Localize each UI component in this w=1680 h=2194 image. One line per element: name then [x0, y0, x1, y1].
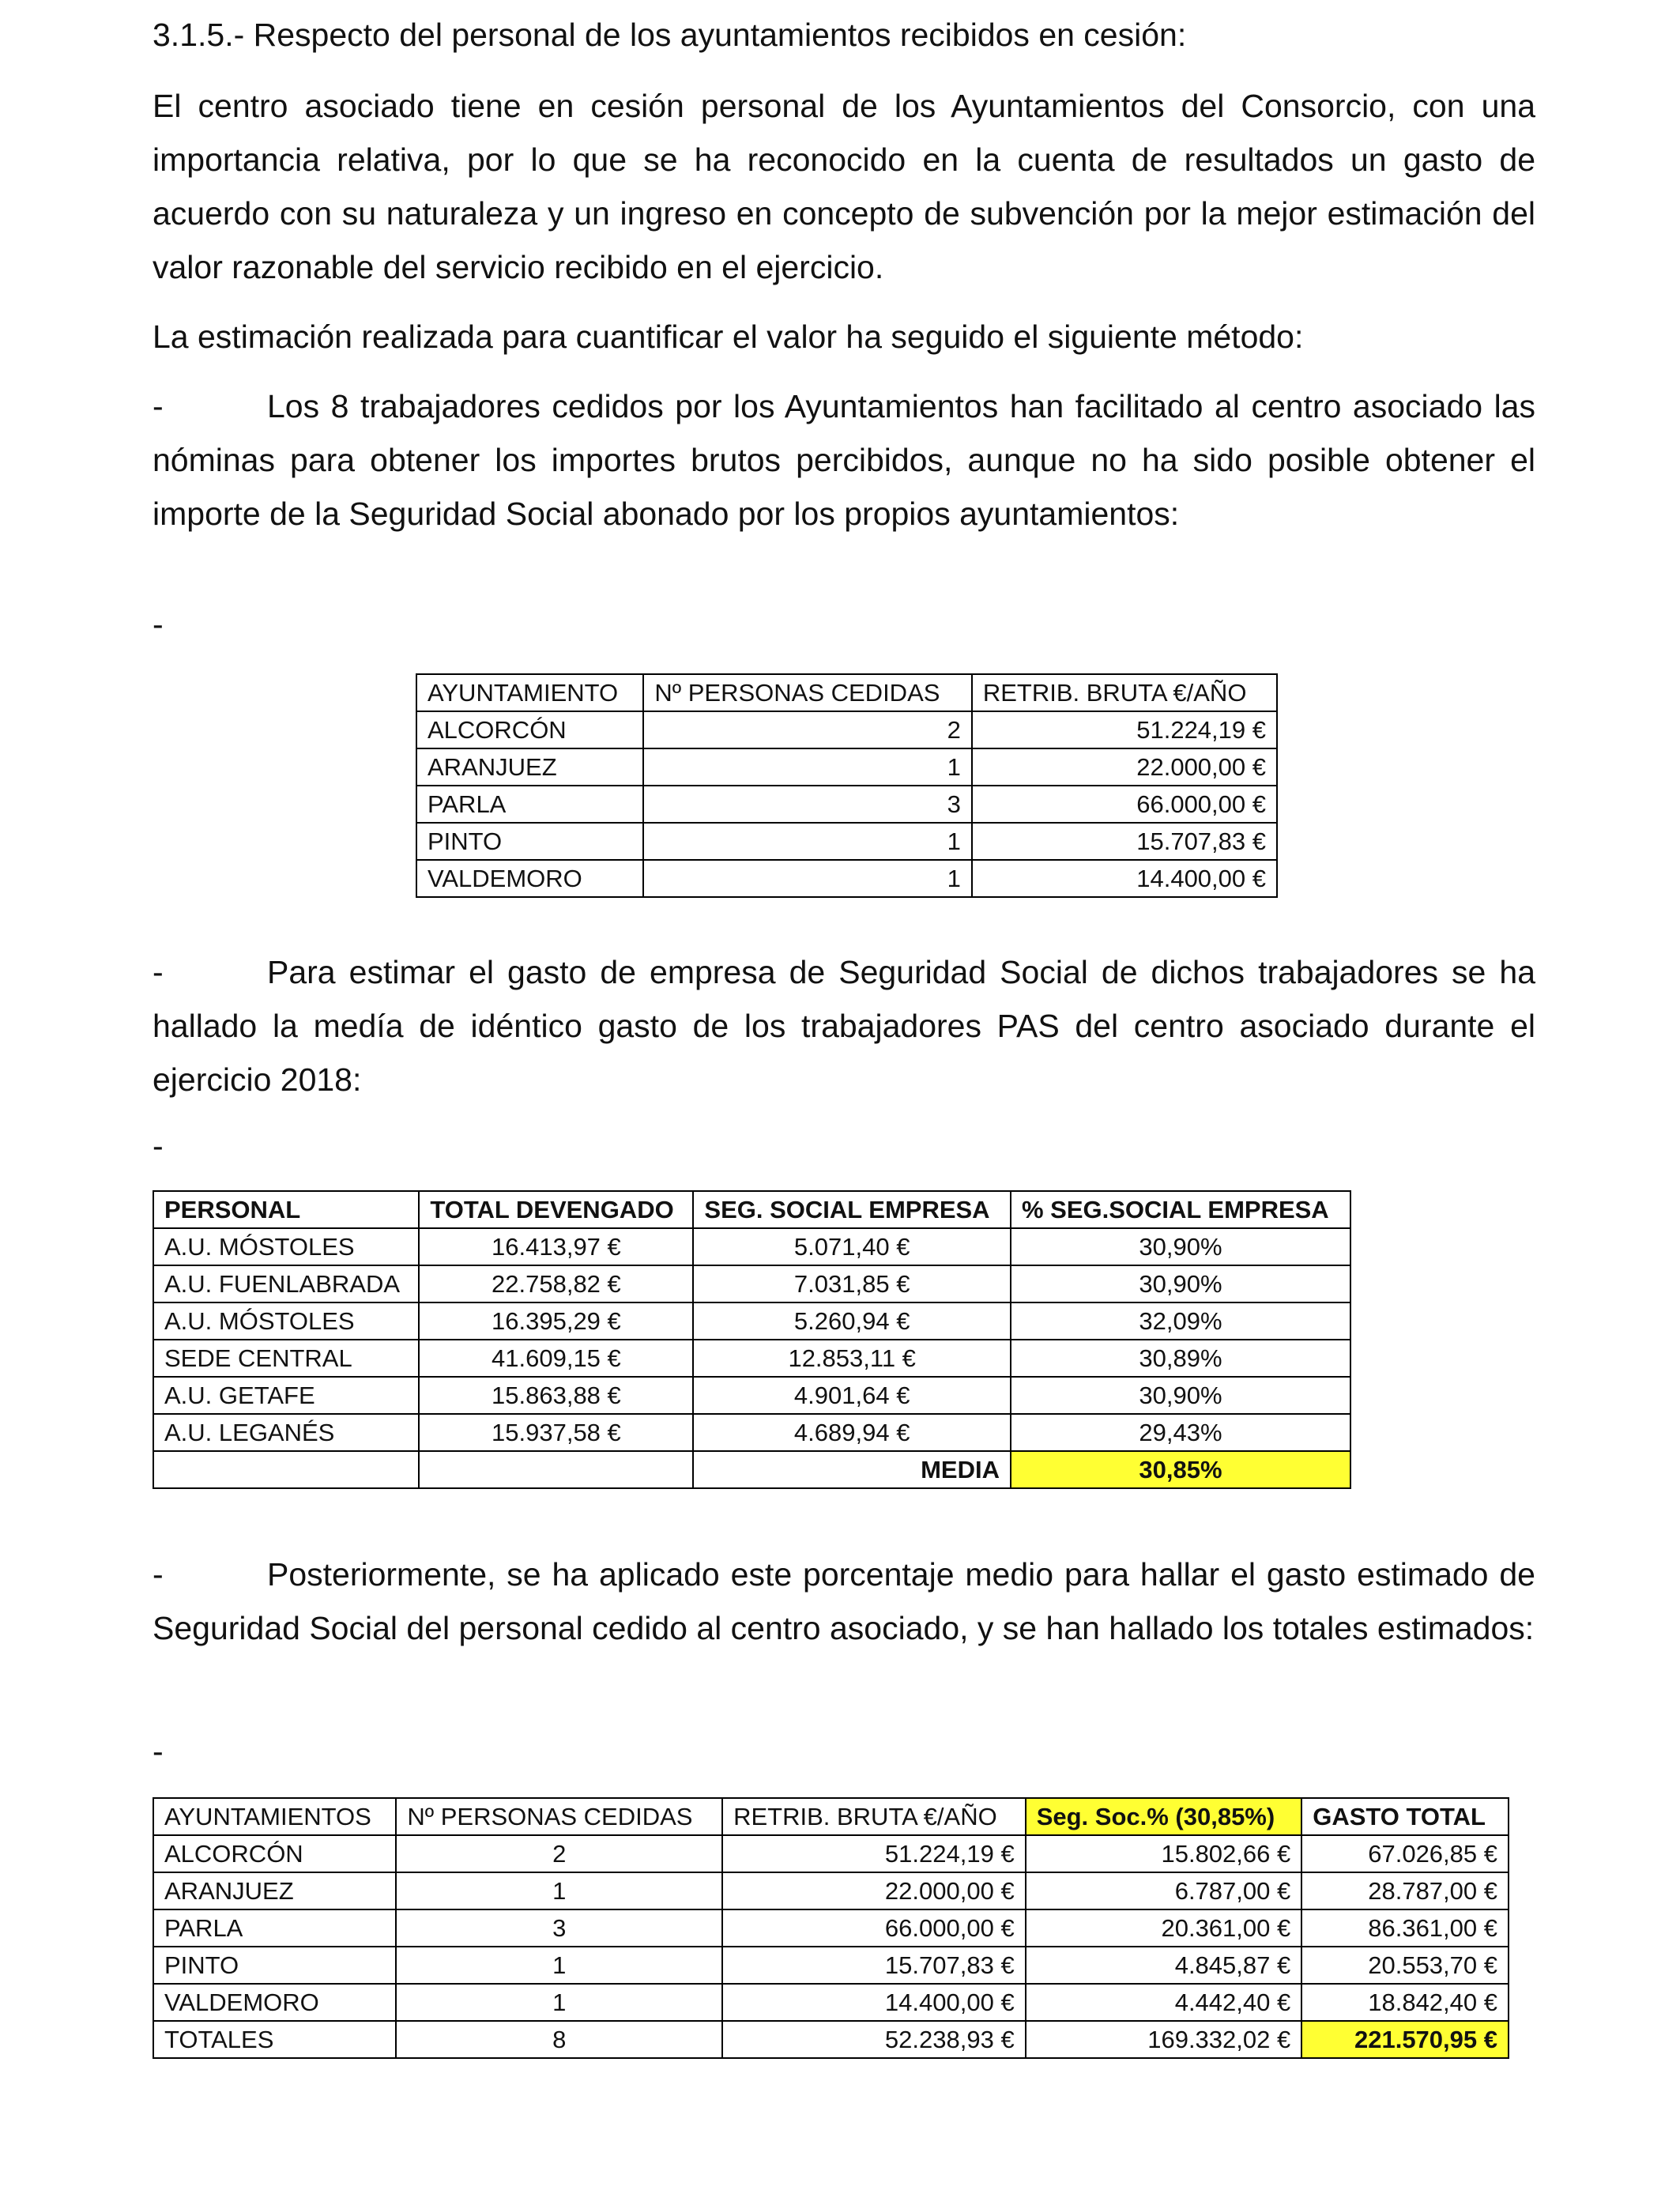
table-cell: 30,89% — [1011, 1340, 1350, 1377]
column-header: GASTO TOTAL — [1301, 1798, 1509, 1835]
table-cell: 12.853,11 € — [693, 1340, 1011, 1377]
table-header-row — [153, 1798, 1509, 1835]
table-cell: 86.361,00 € — [1301, 1909, 1509, 1947]
table-row — [153, 1228, 1350, 1265]
table-gasto-total-estimado — [153, 1797, 1509, 2059]
table-cell: 66.000,00 € — [722, 1909, 1026, 1947]
table-cell: A.U. LEGANÉS — [153, 1414, 419, 1451]
table-row — [153, 1414, 1350, 1451]
table-cell: 52.238,93 € — [722, 2021, 1026, 2058]
table-cell: A.U. FUENLABRADA — [153, 1265, 419, 1302]
table-cell: 15.863,88 € — [419, 1377, 693, 1414]
media-label: MEDIA — [693, 1451, 1011, 1488]
bullet-dash: - — [153, 1556, 164, 1593]
empty-bullet-dash: - — [153, 1128, 164, 1164]
table-row — [153, 1302, 1350, 1340]
table-cell: 5.260,94 € — [693, 1302, 1011, 1340]
bullet-item-2 — [153, 945, 1535, 1106]
table-cell: PARLA — [153, 1909, 396, 1947]
table-row — [153, 1265, 1350, 1302]
table-cell: 20.553,70 € — [1301, 1947, 1509, 1984]
table-cell: 15.802,66 € — [1026, 1835, 1302, 1872]
bullet-dash: - — [153, 388, 164, 424]
table-cell: 15.937,58 € — [419, 1414, 693, 1451]
table-row — [416, 711, 1277, 748]
table-cell: ARANJUEZ — [416, 748, 643, 786]
table-cell: 41.609,15 € — [419, 1340, 693, 1377]
section-heading: 3.1.5.- Respecto del personal de los ayuntamientos recibidos en cesión: — [153, 17, 1187, 53]
bullet-item-1 — [153, 379, 1535, 541]
media-value: 30,85% — [1011, 1451, 1350, 1488]
column-header: AYUNTAMIENTO — [416, 674, 643, 711]
table-cell: 14.400,00 € — [972, 860, 1277, 897]
table-cell: 3 — [396, 1909, 722, 1947]
column-header: RETRIB. BRUTA €/AÑO — [972, 674, 1277, 711]
column-header: RETRIB. BRUTA €/AÑO — [722, 1798, 1026, 1835]
table-row — [153, 1377, 1350, 1414]
table-cell: 29,43% — [1011, 1414, 1350, 1451]
table-cell: 1 — [396, 1872, 722, 1909]
table-cell: 15.707,83 € — [972, 823, 1277, 860]
table-row-totals — [153, 2021, 1509, 2058]
table-cell: 2 — [643, 711, 971, 748]
paragraph-method: La estimación realizada para cuantificar el valor ha seguido el siguiente método: — [153, 319, 1304, 355]
bullet-item-3 — [153, 1547, 1535, 1655]
table-cell: 6.787,00 € — [1026, 1872, 1302, 1909]
table-cell: 18.842,40 € — [1301, 1984, 1509, 2021]
table-cell: 22.000,00 € — [722, 1872, 1026, 1909]
table-cell: 4.442,40 € — [1026, 1984, 1302, 2021]
empty-bullet-dash: - — [153, 606, 164, 643]
table-ayuntamientos-cedidos — [416, 673, 1278, 898]
table-cell: 20.361,00 € — [1026, 1909, 1302, 1947]
table-row-media — [153, 1451, 1350, 1488]
table-seguridad-social-pas — [153, 1190, 1351, 1489]
table-row — [153, 1835, 1509, 1872]
table-row — [153, 1947, 1509, 1984]
table-row — [416, 786, 1277, 823]
table-cell: 4.901,64 € — [693, 1377, 1011, 1414]
column-header-highlighted: Seg. Soc.% (30,85%) — [1026, 1798, 1302, 1835]
table-cell: 1 — [643, 860, 971, 897]
table-cell: 67.026,85 € — [1301, 1835, 1509, 1872]
table-cell: SEDE CENTRAL — [153, 1340, 419, 1377]
bullet-text-2: Para estimar el gasto de empresa de Seguridad Social de dichos trabajadores se ha hallado la medía de idéntico gasto de los trabajadores PAS del centro asociado durante el ejercicio 2018: — [153, 954, 1535, 1098]
table-cell: 7.031,85 € — [693, 1265, 1011, 1302]
table-cell: 15.707,83 € — [722, 1947, 1026, 1984]
table-cell: 4.845,87 € — [1026, 1947, 1302, 1984]
paragraph-intro: El centro asociado tiene en cesión personal de los Ayuntamientos del Consorcio, con una importancia relativa, por lo que se ha reconocido en la cuenta de resultados un gasto de acuerdo con su naturaleza y un ingreso en concepto de subvención por la mejor estimación del valor razonable del servicio recibido en el ejercicio. — [153, 88, 1535, 285]
table-row — [153, 1984, 1509, 2021]
column-header: SEG. SOCIAL EMPRESA — [693, 1191, 1011, 1228]
table-row — [416, 860, 1277, 897]
table-row — [416, 748, 1277, 786]
table-cell: 51.224,19 € — [972, 711, 1277, 748]
bullet-text-3: Posteriormente, se ha aplicado este porcentaje medio para hallar el gasto estimado de Seguridad Social del personal cedido al centro asociado, y se han hallado los totales estimados: — [153, 1556, 1535, 1646]
table-cell: 16.413,97 € — [419, 1228, 693, 1265]
table-cell: A.U. GETAFE — [153, 1377, 419, 1414]
table-cell-empty — [153, 1451, 419, 1488]
table-cell: ARANJUEZ — [153, 1872, 396, 1909]
column-header: PERSONAL — [153, 1191, 419, 1228]
table-header-row — [416, 674, 1277, 711]
table-cell: 8 — [396, 2021, 722, 2058]
table-cell: 1 — [396, 1984, 722, 2021]
column-header: AYUNTAMIENTOS — [153, 1798, 396, 1835]
table-cell: ALCORCÓN — [153, 1835, 396, 1872]
table-cell: TOTALES — [153, 2021, 396, 2058]
table-cell: 30,90% — [1011, 1265, 1350, 1302]
table-cell: ALCORCÓN — [416, 711, 643, 748]
table-cell: 16.395,29 € — [419, 1302, 693, 1340]
table-cell: 5.071,40 € — [693, 1228, 1011, 1265]
table-cell: 51.224,19 € — [722, 1835, 1026, 1872]
bullet-text-1: Los 8 trabajadores cedidos por los Ayuntamientos han facilitado al centro asociado las nóminas para obtener los importes brutos percibidos, aunque no ha sido posible obtener el importe de la Seguridad Social abonado por los propios ayuntamientos: — [153, 388, 1535, 532]
column-header: Nº PERSONAS CEDIDAS — [396, 1798, 722, 1835]
table-cell: 1 — [643, 748, 971, 786]
table-cell: 169.332,02 € — [1026, 2021, 1302, 2058]
table-cell: 1 — [643, 823, 971, 860]
empty-bullet-dash: - — [153, 1733, 164, 1770]
table-cell: 22.000,00 € — [972, 748, 1277, 786]
table-cell: 30,90% — [1011, 1377, 1350, 1414]
table-cell: 4.689,94 € — [693, 1414, 1011, 1451]
table-row — [153, 1909, 1509, 1947]
table-cell: VALDEMORO — [416, 860, 643, 897]
table-cell: 28.787,00 € — [1301, 1872, 1509, 1909]
column-header: % SEG.SOCIAL EMPRESA — [1011, 1191, 1350, 1228]
column-header: Nº PERSONAS CEDIDAS — [643, 674, 971, 711]
table-cell: 2 — [396, 1835, 722, 1872]
table-cell: PINTO — [416, 823, 643, 860]
table-row — [153, 1340, 1350, 1377]
table-cell: A.U. MÓSTOLES — [153, 1228, 419, 1265]
table-row — [416, 823, 1277, 860]
table-cell: 1 — [396, 1947, 722, 1984]
grand-total-value: 221.570,95 € — [1301, 2021, 1509, 2058]
table-cell: 30,90% — [1011, 1228, 1350, 1265]
table-cell: PARLA — [416, 786, 643, 823]
table-cell: 32,09% — [1011, 1302, 1350, 1340]
table-cell: VALDEMORO — [153, 1984, 396, 2021]
table-cell: 14.400,00 € — [722, 1984, 1026, 2021]
table-cell: 3 — [643, 786, 971, 823]
table-cell: A.U. MÓSTOLES — [153, 1302, 419, 1340]
table-cell-empty — [419, 1451, 693, 1488]
table-header-row — [153, 1191, 1350, 1228]
table-cell: 22.758,82 € — [419, 1265, 693, 1302]
column-header: TOTAL DEVENGADO — [419, 1191, 693, 1228]
table-cell: 66.000,00 € — [972, 786, 1277, 823]
table-cell: PINTO — [153, 1947, 396, 1984]
table-row — [153, 1872, 1509, 1909]
bullet-dash: - — [153, 954, 164, 990]
